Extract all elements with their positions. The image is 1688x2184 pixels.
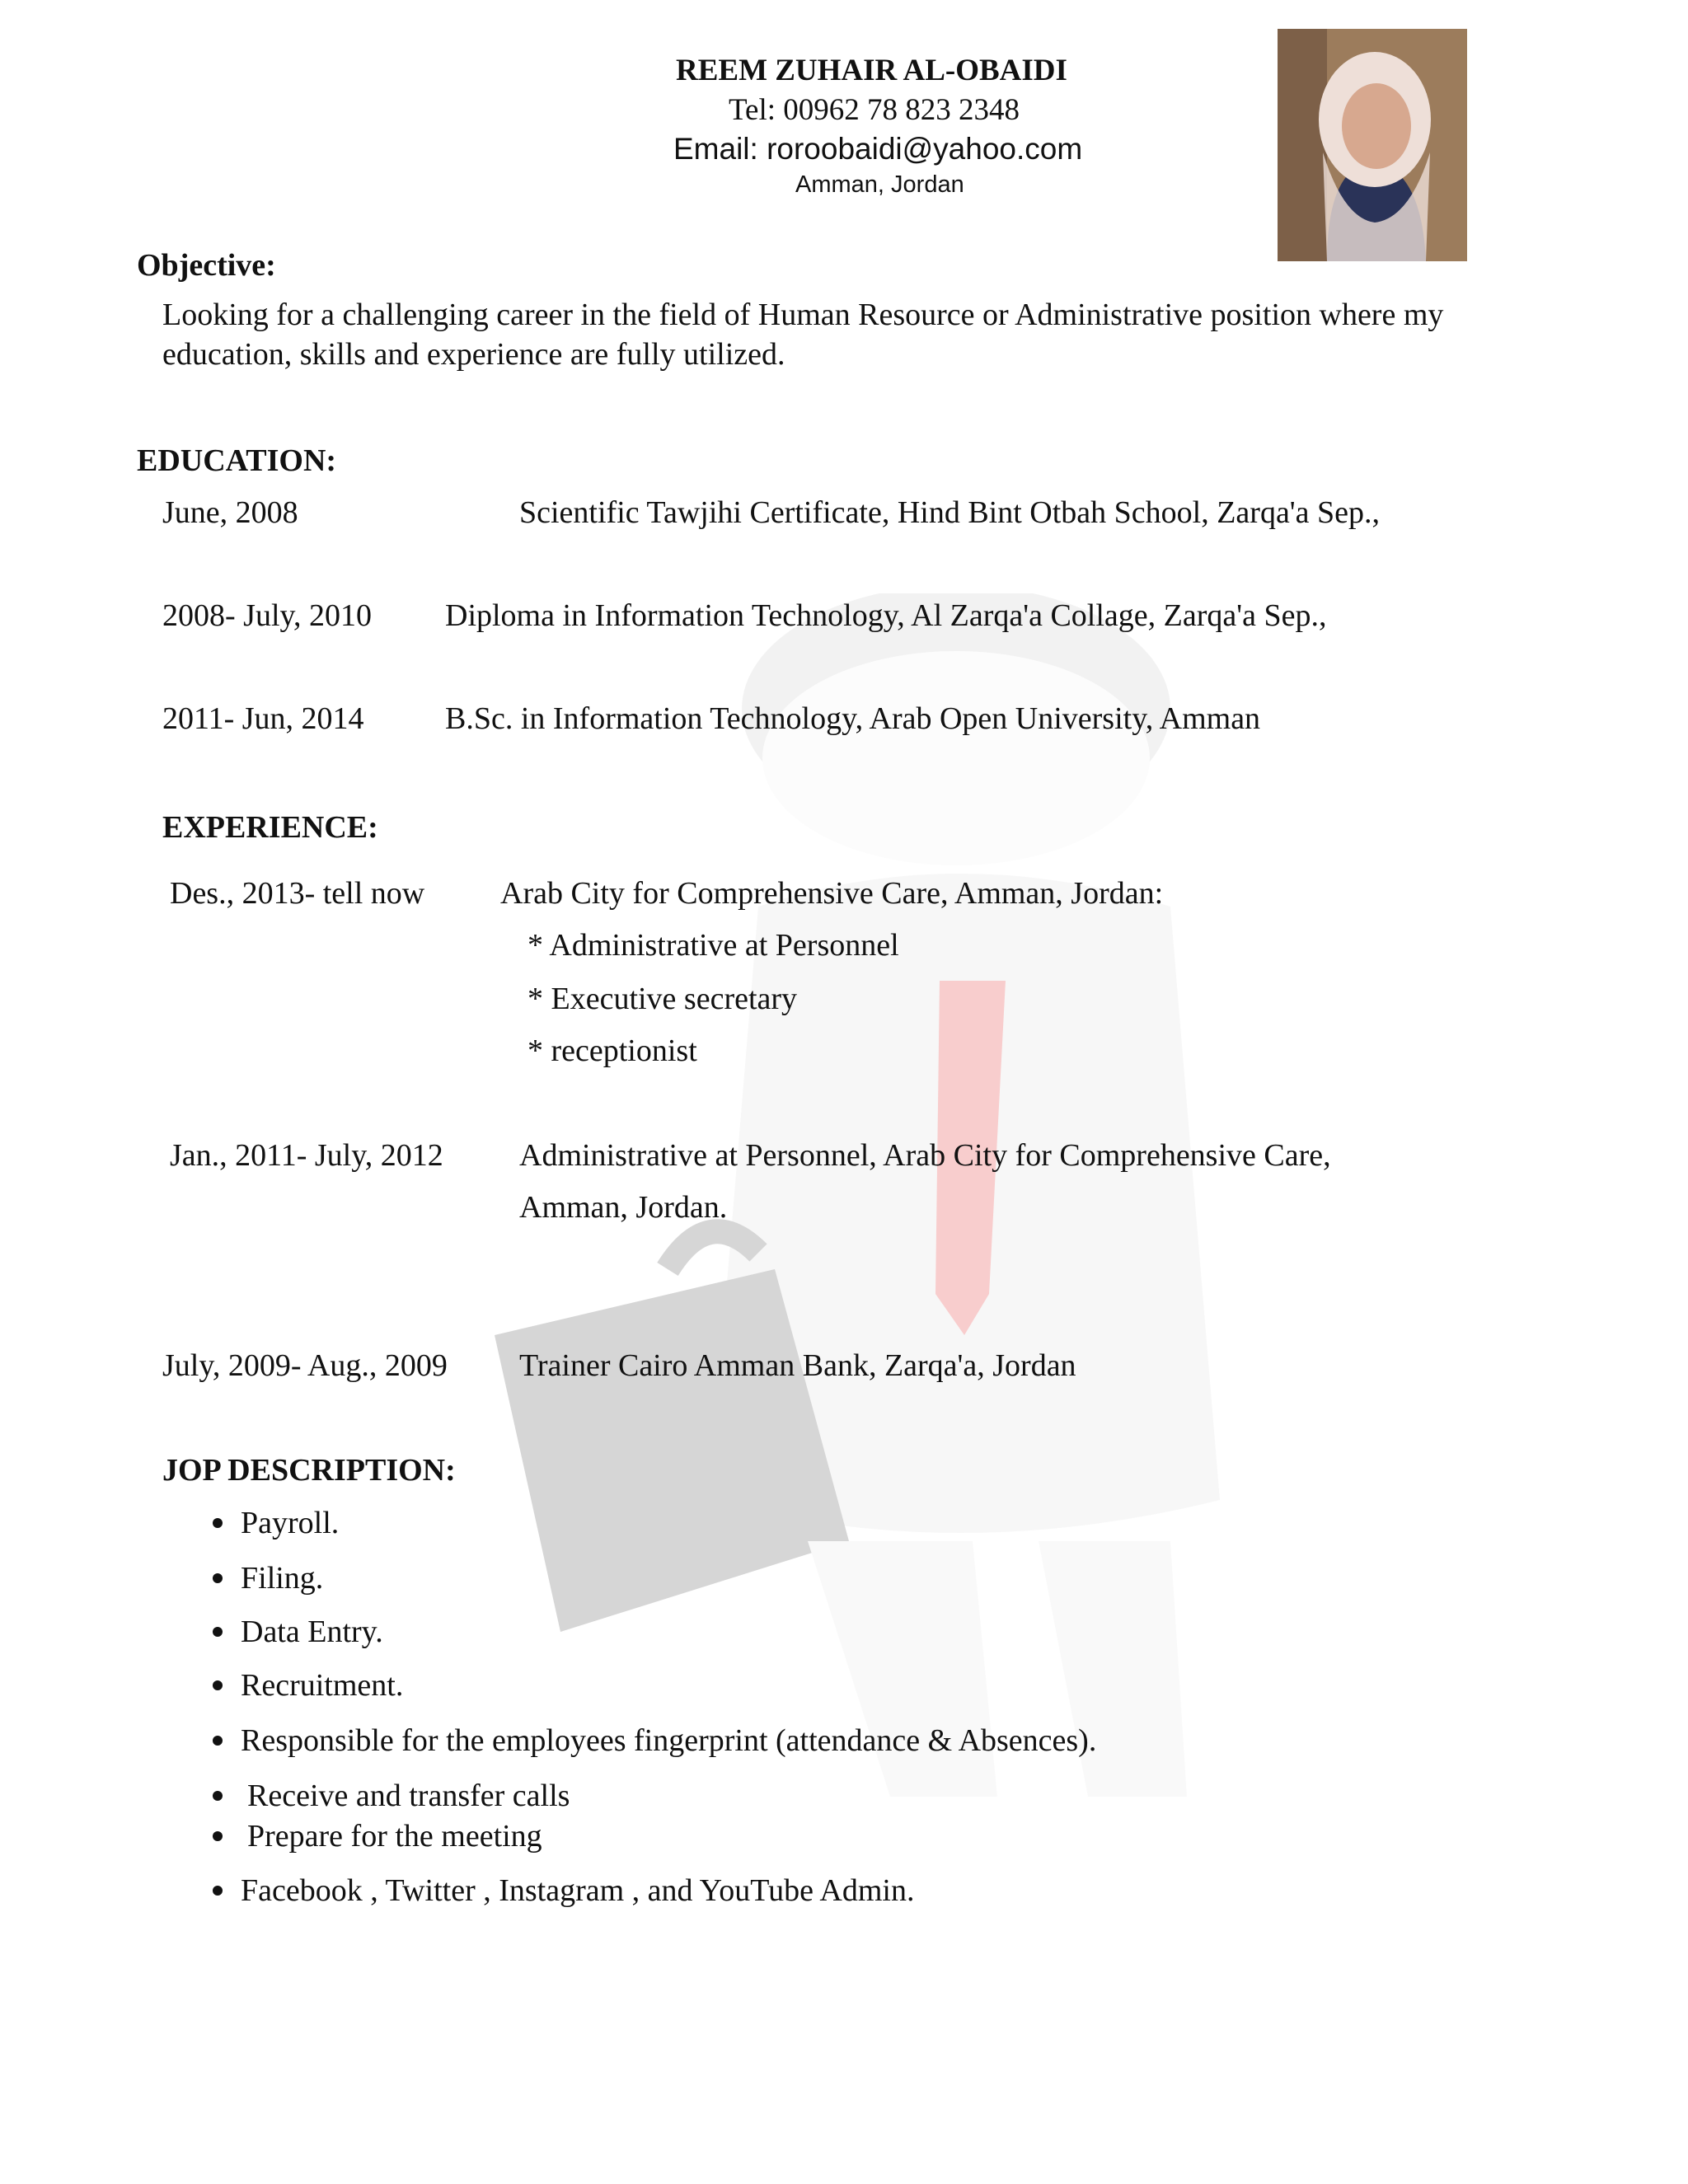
bullet-dot (213, 1627, 223, 1637)
bullet-dot (213, 1791, 223, 1801)
experience-date: July, 2009- Aug., 2009 (162, 1348, 448, 1383)
objective-line-1: Looking for a challenging career in the field of Human Resource or Administrative position where my (162, 298, 1444, 332)
experience-heading: EXPERIENCE: (162, 810, 378, 845)
experience-detail: Trainer Cairo Amman Bank, Zarqa'a, Jordan (519, 1348, 1076, 1383)
job-duty: Data Entry. (241, 1615, 383, 1649)
education-detail: Diploma in Information Technology, Al Zarqa'a Collage, Zarqa'a Sep., (445, 598, 1327, 633)
phone-number: Tel: 00962 78 823 2348 (729, 93, 1020, 127)
education-date: 2011- Jun, 2014 (162, 701, 364, 736)
location: Amman, Jordan (795, 171, 964, 198)
job-description-heading: JOP DESCRIPTION: (162, 1453, 456, 1488)
job-duty: Responsible for the employees fingerprint (attendance & Absences). (241, 1723, 1097, 1758)
experience-role: * receptionist (528, 1033, 697, 1068)
bullet-dot (213, 1518, 223, 1528)
education-date: June, 2008 (162, 495, 298, 530)
objective-line-2: education, skills and experience are fully utilized. (162, 337, 785, 372)
profile-photo (1278, 29, 1467, 261)
job-duty: Prepare for the meeting (247, 1819, 542, 1854)
bullet-dot (213, 1831, 223, 1841)
education-detail: Scientific Tawjihi Certificate, Hind Bint Otbah School, Zarqa'a Sep., (519, 495, 1381, 530)
job-duty: Recruitment. (241, 1668, 404, 1703)
job-duty: Filing. (241, 1561, 324, 1596)
experience-date: Jan., 2011- July, 2012 (170, 1138, 443, 1173)
job-duty: Payroll. (241, 1506, 340, 1540)
bullet-dot (213, 1573, 223, 1583)
bullet-dot (213, 1886, 223, 1896)
experience-detail: Amman, Jordan. (519, 1190, 728, 1225)
education-detail: B.Sc. in Information Technology, Arab Open University, Amman (445, 701, 1261, 736)
education-date: 2008- July, 2010 (162, 598, 373, 633)
experience-role: * Administrative at Personnel (528, 928, 899, 963)
bullet-dot (213, 1680, 223, 1690)
experience-date: Des., 2013- tell now (170, 876, 425, 911)
education-heading: EDUCATION: (137, 443, 337, 478)
objective-heading: Objective: (137, 248, 276, 283)
job-duty: Facebook , Twitter , Instagram , and YouTube Admin. (241, 1873, 915, 1908)
email-address: Email: roroobaidi@yahoo.com (673, 132, 1083, 166)
job-duty: Receive and transfer calls (247, 1779, 570, 1813)
bullet-dot (213, 1736, 223, 1746)
experience-employer: Arab City for Comprehensive Care, Amman, Jordan: (500, 876, 1164, 911)
candidate-name: REEM ZUHAIR AL-OBAIDI (676, 54, 1067, 87)
experience-role: * Executive secretary (528, 982, 798, 1016)
experience-detail: Administrative at Personnel, Arab City for Comprehensive Care, (519, 1138, 1331, 1173)
